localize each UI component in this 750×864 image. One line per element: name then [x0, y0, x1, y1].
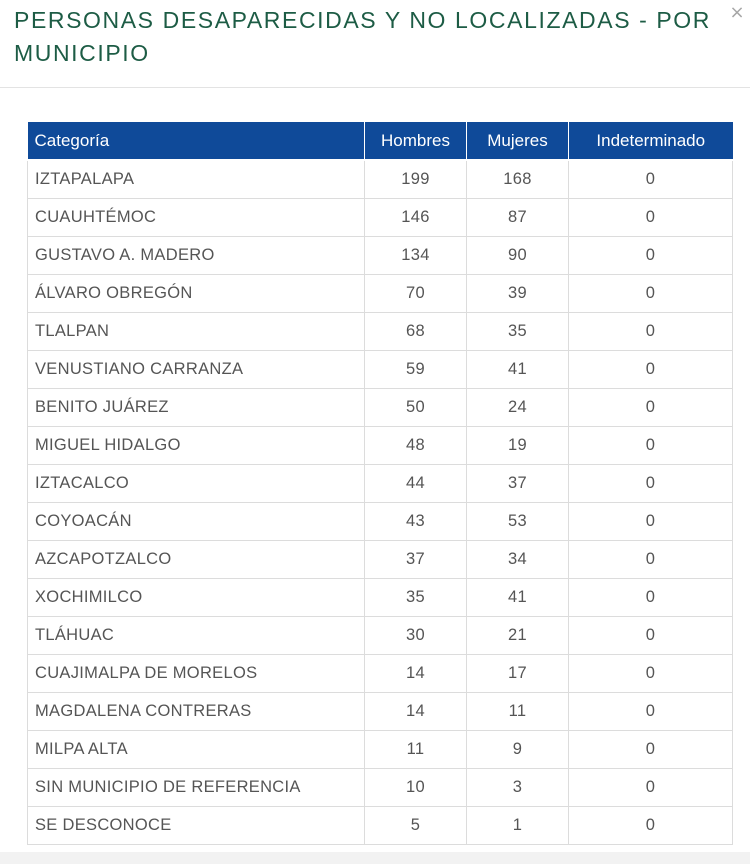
cell-indeterminado: 0	[569, 540, 733, 578]
cell-categoria: BENITO JUÁREZ	[28, 388, 365, 426]
cell-indeterminado: 0	[569, 160, 733, 198]
table-row	[28, 616, 733, 654]
cell-mujeres: 41	[467, 350, 569, 388]
municipio-table	[27, 122, 733, 845]
cell-mujeres: 35	[467, 312, 569, 350]
cell-indeterminado: 0	[569, 806, 733, 844]
cell-mujeres: 168	[467, 160, 569, 198]
cell-categoria: GUSTAVO A. MADERO	[28, 236, 365, 274]
cell-indeterminado: 0	[569, 768, 733, 806]
cell-categoria: MILPA ALTA	[28, 730, 365, 768]
cell-mujeres: 53	[467, 502, 569, 540]
header-mujeres[interactable]: Mujeres	[467, 122, 569, 160]
table-row	[28, 198, 733, 236]
cell-indeterminado: 0	[569, 312, 733, 350]
table-row	[28, 426, 733, 464]
cell-hombres: 5	[365, 806, 467, 844]
cell-hombres: 37	[365, 540, 467, 578]
cell-mujeres: 9	[467, 730, 569, 768]
cell-categoria: IZTACALCO	[28, 464, 365, 502]
table-row	[28, 464, 733, 502]
data-table-container	[27, 122, 732, 845]
modal-header	[0, 0, 750, 88]
cell-hombres: 70	[365, 274, 467, 312]
cell-hombres: 30	[365, 616, 467, 654]
cell-categoria: COYOACÁN	[28, 502, 365, 540]
cell-hombres: 14	[365, 692, 467, 730]
cell-categoria: CUAJIMALPA DE MORELOS	[28, 654, 365, 692]
cell-indeterminado: 0	[569, 502, 733, 540]
header-indeterminado[interactable]: Indeterminado	[569, 122, 733, 160]
cell-mujeres: 90	[467, 236, 569, 274]
table-row	[28, 160, 733, 198]
table-body	[28, 160, 733, 844]
header-categoria[interactable]: Categoría	[28, 122, 365, 160]
table-row	[28, 806, 733, 844]
table-row	[28, 578, 733, 616]
table-row	[28, 388, 733, 426]
table-row	[28, 730, 733, 768]
cell-hombres: 68	[365, 312, 467, 350]
cell-hombres: 43	[365, 502, 467, 540]
cell-categoria: XOCHIMILCO	[28, 578, 365, 616]
cell-hombres: 11	[365, 730, 467, 768]
cell-indeterminado: 0	[569, 426, 733, 464]
table-row	[28, 312, 733, 350]
cell-categoria: SE DESCONOCE	[28, 806, 365, 844]
table-header-row	[28, 122, 733, 160]
cell-mujeres: 19	[467, 426, 569, 464]
cell-indeterminado: 0	[569, 350, 733, 388]
cell-categoria: MAGDALENA CONTRERAS	[28, 692, 365, 730]
cell-categoria: TLALPAN	[28, 312, 365, 350]
cell-mujeres: 3	[467, 768, 569, 806]
table-row	[28, 236, 733, 274]
cell-hombres: 50	[365, 388, 467, 426]
header-hombres[interactable]: Hombres	[365, 122, 467, 160]
cell-hombres: 10	[365, 768, 467, 806]
cell-mujeres: 17	[467, 654, 569, 692]
cell-indeterminado: 0	[569, 730, 733, 768]
cell-indeterminado: 0	[569, 616, 733, 654]
cell-hombres: 59	[365, 350, 467, 388]
cell-categoria: IZTAPALAPA	[28, 160, 365, 198]
cell-mujeres: 11	[467, 692, 569, 730]
cell-mujeres: 21	[467, 616, 569, 654]
cell-hombres: 14	[365, 654, 467, 692]
cell-categoria: MIGUEL HIDALGO	[28, 426, 365, 464]
cell-indeterminado: 0	[569, 578, 733, 616]
table-row	[28, 768, 733, 806]
cell-indeterminado: 0	[569, 464, 733, 502]
table-row	[28, 350, 733, 388]
cell-mujeres: 1	[467, 806, 569, 844]
cell-mujeres: 34	[467, 540, 569, 578]
cell-indeterminado: 0	[569, 274, 733, 312]
table-row	[28, 692, 733, 730]
table-row	[28, 654, 733, 692]
cell-indeterminado: 0	[569, 198, 733, 236]
cell-categoria: ÁLVARO OBREGÓN	[28, 274, 365, 312]
close-icon[interactable]: ×	[729, 2, 745, 23]
cell-hombres: 48	[365, 426, 467, 464]
cell-hombres: 44	[365, 464, 467, 502]
cell-categoria: TLÁHUAC	[28, 616, 365, 654]
cell-indeterminado: 0	[569, 654, 733, 692]
cell-categoria: VENUSTIANO CARRANZA	[28, 350, 365, 388]
cell-hombres: 146	[365, 198, 467, 236]
cell-categoria: SIN MUNICIPIO DE REFERENCIA	[28, 768, 365, 806]
cell-hombres: 134	[365, 236, 467, 274]
cell-indeterminado: 0	[569, 236, 733, 274]
cell-categoria: AZCAPOTZALCO	[28, 540, 365, 578]
table-row	[28, 502, 733, 540]
cell-indeterminado: 0	[569, 692, 733, 730]
table-row	[28, 274, 733, 312]
cell-mujeres: 37	[467, 464, 569, 502]
cell-mujeres: 87	[467, 198, 569, 236]
cell-hombres: 199	[365, 160, 467, 198]
cell-indeterminado: 0	[569, 388, 733, 426]
cell-categoria: CUAUHTÉMOC	[28, 198, 365, 236]
cell-hombres: 35	[365, 578, 467, 616]
cell-mujeres: 41	[467, 578, 569, 616]
cell-mujeres: 39	[467, 274, 569, 312]
table-row	[28, 540, 733, 578]
modal-title: PERSONAS DESAPARECIDAS Y NO LOCALIZADAS - POR MUNICIPIO	[14, 7, 712, 66]
cell-mujeres: 24	[467, 388, 569, 426]
